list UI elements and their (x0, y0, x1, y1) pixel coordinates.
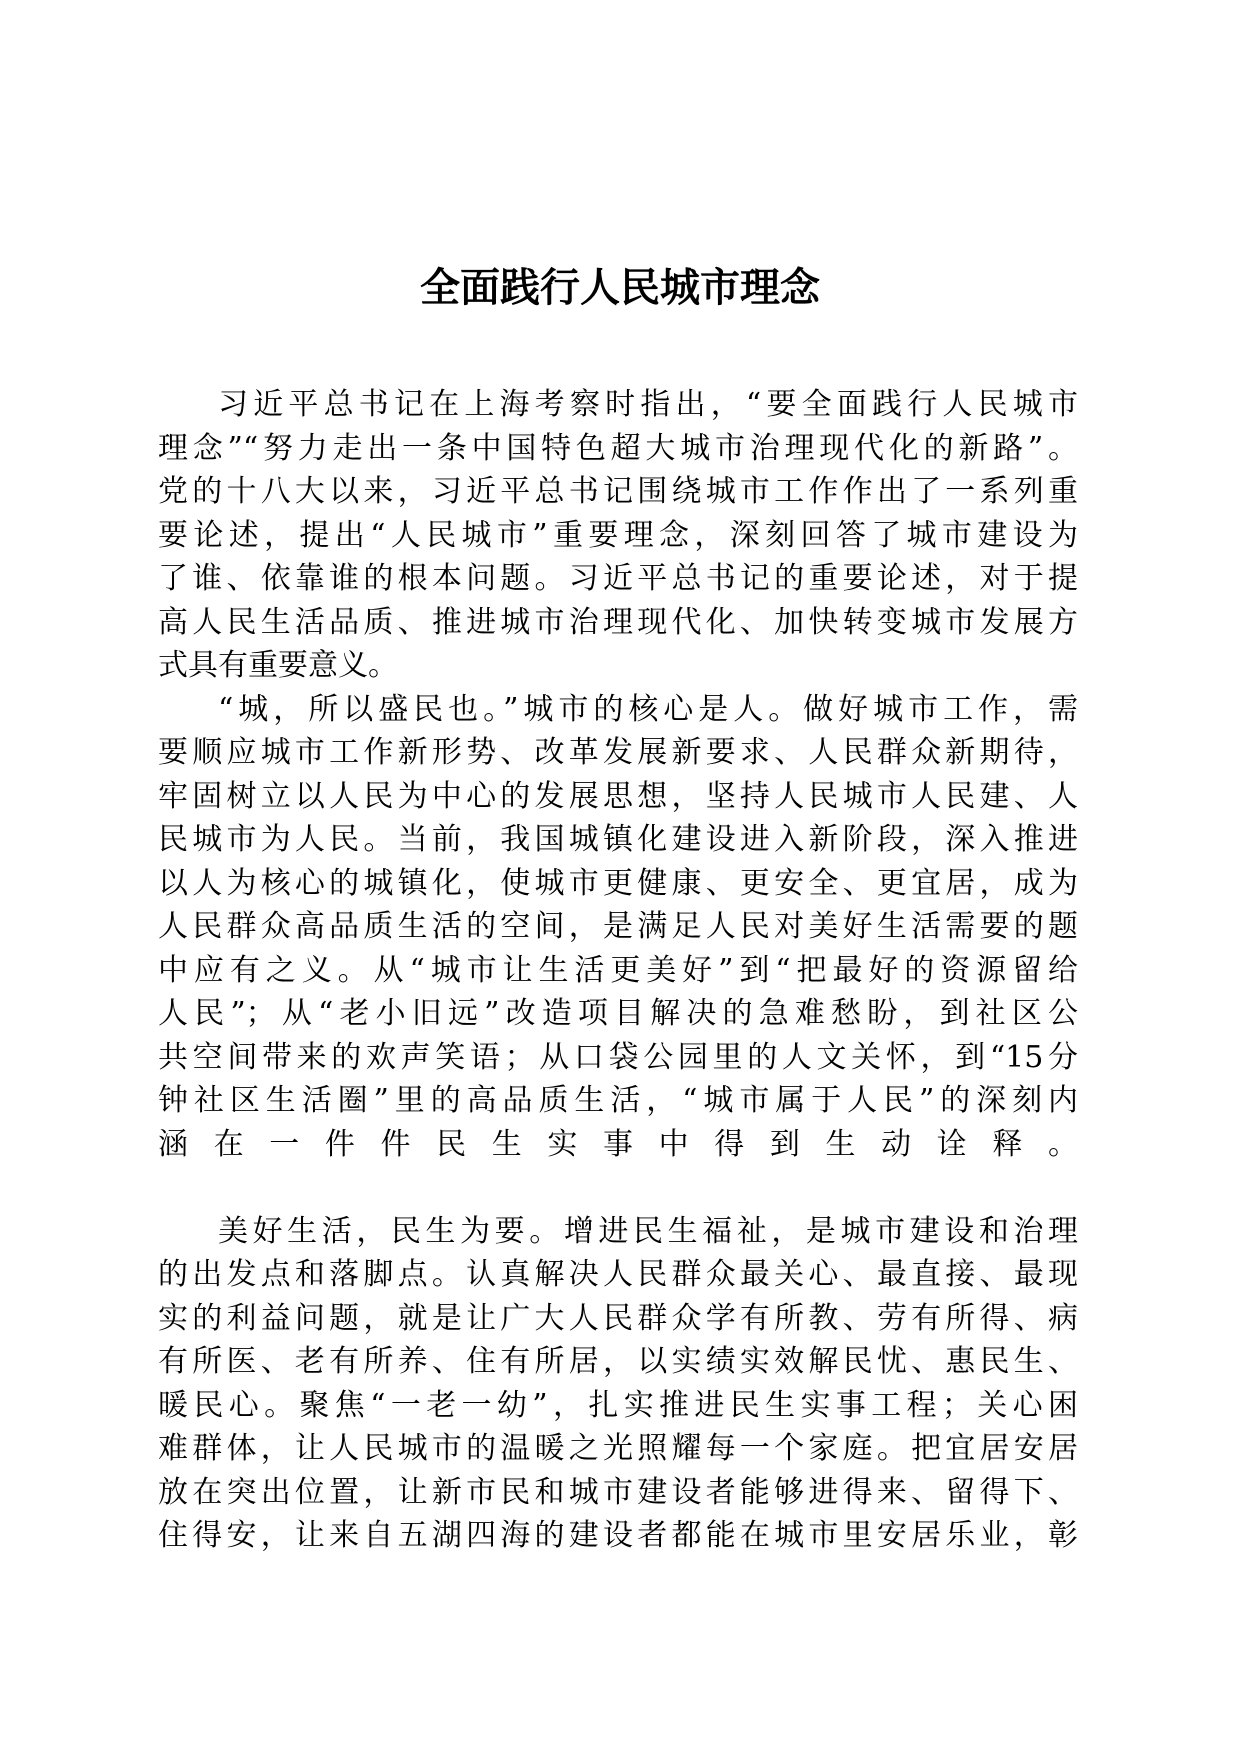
text-line: 人民”；从“老小旧远”改造项目解决的急难愁盼，到社区公 (158, 996, 1078, 1031)
paragraph-1 (158, 383, 1078, 688)
text-line: 要顺应城市工作新形势、改革发展新要求、人民群众新期待， (158, 735, 1078, 770)
text-line: 实的利益问题，就是让广大人民群众学有所教、劳有所得、病 (158, 1300, 1078, 1336)
text-line: 涵在一件件民生实事中得到生动诠释。 (158, 1126, 1078, 1162)
text-line: “城，所以盛民也。”城市的核心是人。做好城市工作，需 (218, 691, 1078, 727)
text-line: 高人民生活品质、推进城市治理现代化、加快转变城市发展方 (158, 604, 1078, 640)
text-line: 牢固树立以人民为中心的发展思想，坚持人民城市人民建、人 (158, 778, 1078, 814)
text-line: 美好生活，民生为要。增进民生福祉，是城市建设和治理 (218, 1213, 1078, 1249)
text-line: 习近平总书记在上海考察时指出，“要全面践行人民城市 (218, 387, 1078, 422)
text-line: 的出发点和落脚点。认真解决人民群众最关心、最直接、最现 (158, 1257, 1078, 1292)
text-line: 民城市为人民。当前，我国城镇化建设进入新阶段，深入推进 (158, 822, 1078, 857)
text-line: 放在突出位置，让新市民和城市建设者能够进得来、留得下、 (158, 1474, 1078, 1510)
text-line: 了谁、依靠谁的根本问题。习近平总书记的重要论述，对于提 (158, 561, 1078, 596)
text-line: 式具有重要意义。 (158, 648, 398, 683)
text-line: 要论述，提出“人民城市”重要理念，深刻回答了城市建设为 (158, 517, 1078, 553)
text-line: 住得安，让来自五湖四海的建设者都能在城市里安居乐业，彰 (158, 1518, 1078, 1553)
document-title: 全面践行人民城市理念 (420, 264, 820, 311)
document-body (158, 383, 1078, 1558)
text-line: 中应有之义。从“城市让生活更美好”到“把最好的资源留给 (158, 952, 1078, 988)
paragraph-2 (158, 688, 1078, 1210)
text-line: 暖民心。聚焦“一老一幼”，扎实推进民生实事工程；关心困 (158, 1387, 1078, 1423)
text-line (158, 1166, 1078, 1210)
text-line: 以人为核心的城镇化，使城市更健康、更安全、更宜居，成为 (158, 865, 1078, 901)
paragraph-3 (158, 1210, 1078, 1558)
text-line: 难群体，让人民城市的温暖之光照耀每一个家庭。把宜居安居 (158, 1431, 1078, 1466)
text-line: 人民群众高品质生活的空间，是满足人民对美好生活需要的题 (158, 909, 1078, 944)
text-line: 理念”“努力走出一条中国特色超大城市治理现代化的新路”。 (158, 430, 1078, 466)
text-line: 钟社区生活圈”里的高品质生活，“城市属于人民”的深刻内 (158, 1083, 1078, 1118)
text-line: 党的十八大以来，习近平总书记围绕城市工作作出了一系列重 (158, 474, 1078, 509)
text-line: 有所医、老有所养、住有所居，以实绩实效解民忧、惠民生、 (158, 1344, 1078, 1379)
text-line: 共空间带来的欢声笑语；从口袋公园里的人文关怀，到“15分 (158, 1039, 1078, 1075)
